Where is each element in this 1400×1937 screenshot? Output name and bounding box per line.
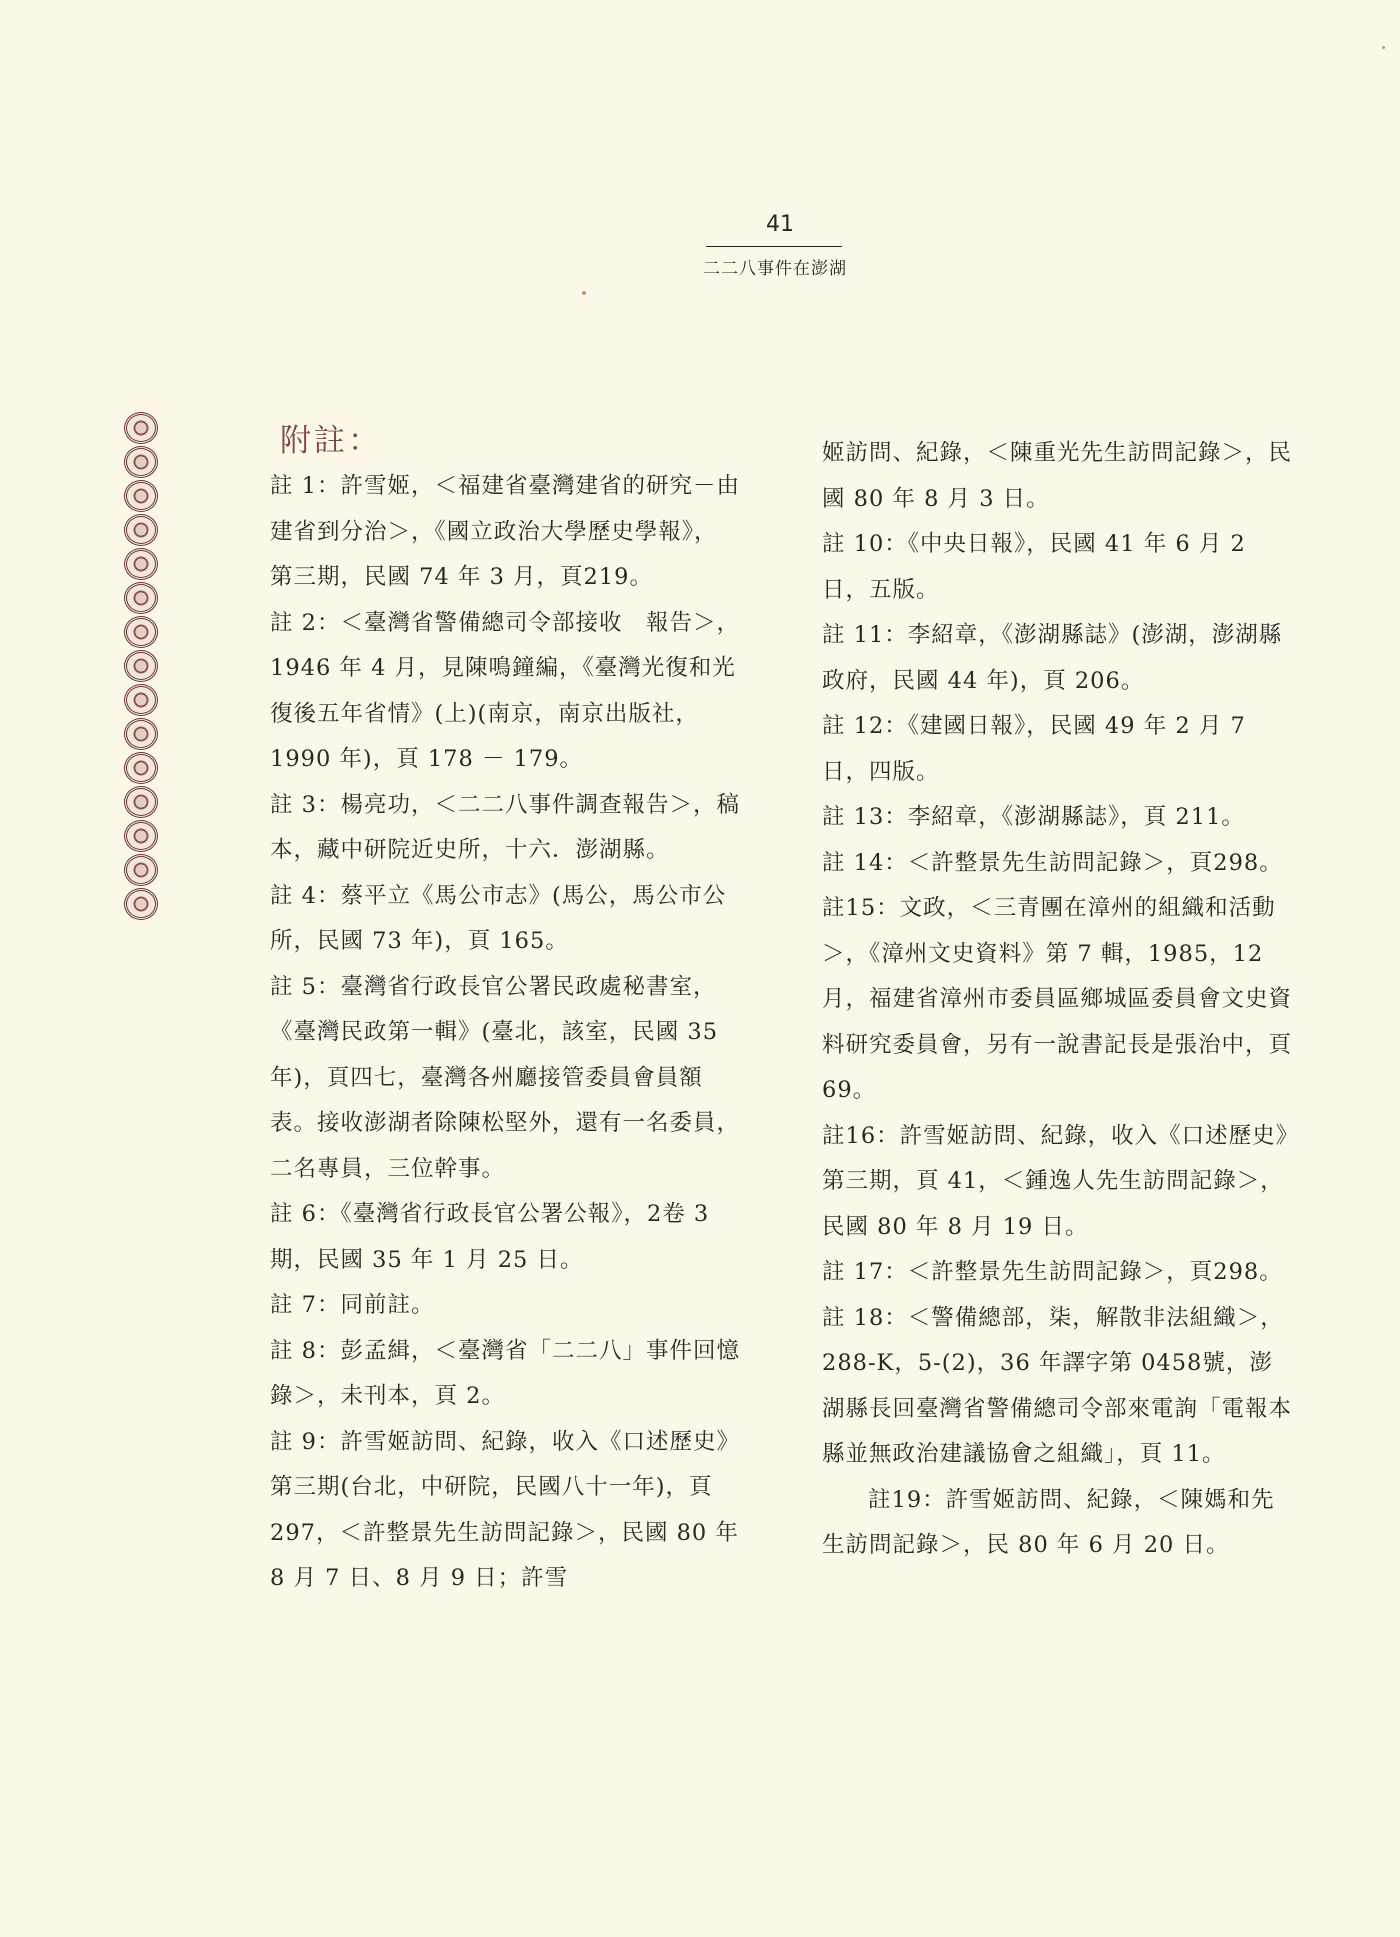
footnote-13: 註 13：李紹章，《澎湖縣誌》，頁 211。 <box>822 804 1245 830</box>
notes-heading: 附註： <box>280 423 382 459</box>
notes-right-column <box>822 431 1292 1569</box>
footnote-8: 註 8：彭孟緝，＜臺灣省「二二八」事件回憶錄＞，未刊本，頁 2。 <box>270 1337 740 1409</box>
seal-stamp-icon <box>124 718 158 750</box>
seal-stamp-icon <box>124 514 158 546</box>
footnote-12: 註 12：《建國日報》，民國 49 年 2 月 7日，四版。 <box>822 713 1246 785</box>
seal-stamp-icon <box>124 820 158 852</box>
footnote-19: 註19：許雪姬訪問、紀錄，＜陳媽和先生訪問記錄＞，民 80 年 6 月 20 日。 <box>822 1486 1275 1558</box>
footnote-16: 註16：許雪姬訪問、紀錄，收入《口述歷史》第三期，頁 41，＜鍾逸人先生訪問記錄＞，民國 80 年 8 月 19 日。 <box>822 1122 1288 1240</box>
footnote-15: 註15：文政，＜三青團在漳州的組織和活動＞，《漳州文史資料》第 7 輯，1985，12月，福建省漳州市委員區鄉城區委員會文史資料研究委員會，另有一說書記長是張治中，頁 69。 <box>822 895 1293 1103</box>
paper-speck <box>582 291 586 295</box>
seal-stamp-icon <box>124 752 158 784</box>
page-number: 41 <box>766 212 794 237</box>
seal-stamp-icon <box>124 412 158 444</box>
notes-left-column <box>270 418 740 1602</box>
footnote-1: 註 1：許雪姬，＜福建省臺灣建省的研究－由建省到分治＞，《國立政治大學歷史學報》，第三期，民國 74 年 3 月，頁219。 <box>270 473 740 590</box>
footnote-4: 註 4：蔡平立《馬公市志》(馬公，馬公市公所，民國 73 年)，頁 165。 <box>270 882 727 954</box>
seal-stamp-icon <box>124 582 158 614</box>
footnote-10: 註 10：《中央日報》，民國 41 年 6 月 2日，五版。 <box>822 531 1246 603</box>
seal-stamp-icon <box>124 480 158 512</box>
footnote-2: 註 2：＜臺灣省警備總司令部接收 報告＞，1946 年 4 月，見陳鳴鐘編，《臺灣光復和光復後五年省情》(上)(南京，南京出版社，1990 年)，頁 178 － 179。 <box>270 609 740 772</box>
paper-speck <box>1382 46 1385 49</box>
footnote-17: 註 17：＜許整景先生訪問記錄＞，頁298。 <box>822 1259 1283 1285</box>
footnote-14: 註 14：＜許整景先生訪問記錄＞，頁298。 <box>822 849 1283 876</box>
seal-stamp-icon <box>124 650 158 682</box>
footnote-5: 註 5：臺灣省行政長官公署民政處秘書室，《臺灣民政第一輯》(臺北，該室，民國 35 年)，頁四七，臺灣各州廳接管委員會員額表。接收澎湖者除陳松堅外，還有一名委員，二名專員，三位幹事。 <box>270 973 741 1182</box>
seal-stamp-icon <box>124 888 158 920</box>
seal-stamp-icon <box>124 548 158 580</box>
header-rule <box>706 246 842 247</box>
seal-stamp-strip <box>124 412 164 920</box>
footnote-7: 註 7：同前註。 <box>270 1292 435 1318</box>
seal-stamp-icon <box>124 854 158 886</box>
seal-stamp-icon <box>124 446 158 478</box>
seal-stamp-icon <box>124 616 158 648</box>
footnote-11: 註 11：李紹章，《澎湖縣誌》(澎湖，澎湖縣政府，民國 44 年)，頁 206。 <box>822 622 1283 694</box>
seal-stamp-icon <box>124 786 158 818</box>
footnote-3: 註 3：楊亮功，＜二二八事件調查報告＞，稿本，藏中研院近史所，十六．澎湖縣。 <box>270 791 740 863</box>
seal-stamp-icon <box>124 684 158 716</box>
footnote-6: 註 6：《臺灣省行政長官公署公報》，2卷 3 期，民國 35 年 1 月 25 日。 <box>270 1201 710 1273</box>
running-title: 二二八事件在澎湖 <box>703 259 847 279</box>
footnote-18: 註 18：＜警備總部，柒，解散非法組織＞，288-K，5-(2)，36 年譯字第 0458號，澎湖縣長回臺灣省警備總司令部來電詢「電報本縣並無政治建議協會之組織」，頁 11。 <box>822 1304 1293 1467</box>
footnote-9: 註 9：許雪姬訪問、紀錄，收入《口述歷史》第三期(台北，中研院，民國八十一年)，頁 297，＜許整景先生訪問記錄＞，民國 80 年 8 月 7 日、8 月 9 日；許雪 <box>270 1428 740 1591</box>
footnote-9-continued: 姬訪問、紀錄，＜陳重光先生訪問記錄＞，民國 80 年 8 月 3 日。 <box>822 440 1293 512</box>
